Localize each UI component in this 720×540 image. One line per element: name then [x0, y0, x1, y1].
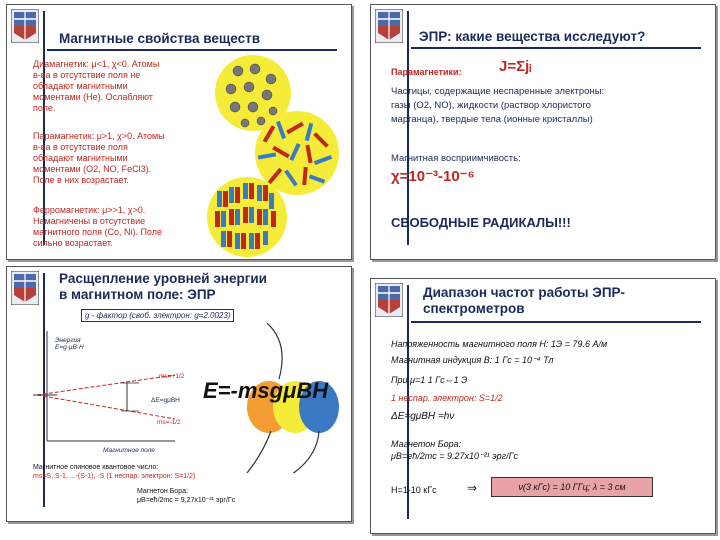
ms-minus-label: ms=-1/2: [157, 419, 181, 426]
spin-quantum-number-text: Магнитное спиновое квантовое число: ms=S, S-1, ...-(S-1), -S (1 неспар. электрон: S=1/2): [33, 464, 196, 480]
slide-title: ЭПР: какие вещества исследуют?: [419, 29, 646, 44]
diamagnetic-text: Диамагнетик: μ<1, χ<0. Атомы в-ва в отсутствие поля не обладают магнитными моментами (He). Ослабляют поле.: [33, 59, 160, 113]
slide-frequency-range: [370, 278, 716, 534]
g-factor-box: g - фактор (своб. электрон: g=2.0023): [81, 309, 234, 322]
university-logo: [375, 283, 403, 317]
magnetic-moment-formula: J=Σjᵢ: [499, 58, 532, 75]
ms-pointer-arrow: [247, 431, 271, 473]
ferromagnet-domains: [215, 183, 276, 249]
unpaired-electrons-text: Частицы, содержащие неспаренные электроны: газы (O2, NO), жидкости (раствор хлористого марганца), твердые тела (ионные кристаллы): [391, 86, 605, 125]
field-axis-label: Магнитное поле: [103, 447, 155, 454]
resonance-condition-text: ΔE=gμBH =hν: [391, 411, 455, 422]
frequency-result-box: ν(3 кГс) = 10 ГГц; λ = 3 см: [491, 477, 653, 497]
g-pointer-arrow: [267, 323, 282, 379]
bohr-magneton-text: Магнетон Бора: μB=eħ/2mc = 9,27x10⁻²¹ эрг/Гс: [137, 488, 236, 504]
paramagnetic-text: Парамагнетик: μ>1, χ>0. Атомы в-ва в отсутствие поля обладают магнитными моментами (O2, NO, FeCl3). Поле в них возрастает.: [33, 131, 165, 185]
free-radicals-text: СВОБОДНЫЕ РАДИКАЛЫ!!!: [391, 215, 571, 230]
upper-level-line: [37, 375, 175, 395]
slide-title: Магнитные свойства веществ: [59, 31, 260, 46]
university-logo: [11, 271, 39, 305]
ms-plus-label: ms=+1/2: [159, 373, 185, 380]
unpaired-electron-text: 1 неспар. электрон: S=1/2: [391, 393, 503, 403]
paramagnets-label: Парамагнетики:: [391, 67, 462, 77]
magnetic-induction-text: Магнитная индукция B: 1 Гс = 10⁻⁴ Тл: [391, 355, 554, 365]
field-range-text: H=1-10 кГс: [391, 485, 437, 495]
ferromagnetic-text: Ферромагнетик: μ>>1, χ>0. Намагничены в отсутствие магнитного поля (Co, Ni). Поле сильно возрастает.: [33, 205, 163, 248]
slide-title: Диапазон частот работы ЭПР- спектрометров: [423, 285, 626, 316]
delta-e-label: ΔE=gμBH: [151, 397, 180, 404]
slide-energy-splitting: [6, 266, 352, 522]
university-logo: [11, 9, 39, 43]
slide-epr-substances: [370, 4, 716, 260]
slide-magnetic-properties: [6, 4, 352, 260]
university-logo: [375, 9, 403, 43]
magnetic-domains-illustration: [203, 51, 352, 259]
bohr-pointer-arrow: [277, 431, 319, 473]
bohr-magneton-label: Магнетон Бора:: [391, 439, 462, 449]
susceptibility-value: χ=10⁻³-10⁻⁶: [391, 168, 475, 185]
title-rule: [411, 47, 701, 49]
unit-equivalence-text: При μ=1 1 Гс⇔1 Э: [391, 375, 468, 385]
field-strength-text: Напряженность магнитного поля H: 1Э = 79.6 А/м: [391, 339, 608, 349]
energy-axis-label: Энергия E=g·μB·H: [55, 337, 84, 351]
susceptibility-label: Магнитная восприимчивость:: [391, 153, 521, 164]
implies-arrow: ⇒: [467, 481, 478, 495]
slide-left-bar: [407, 11, 409, 245]
slide-title: Расщепление уровней энергии в магнитном поле: ЭПР: [59, 271, 267, 302]
paramagnet-circle: [255, 111, 339, 195]
bohr-magneton-value: μB=eħ/2mc = 9.27x10⁻²¹ эрг/Гс: [391, 451, 518, 461]
zeeman-formula: E=-msgμBH: [203, 378, 329, 403]
title-rule: [411, 321, 701, 323]
